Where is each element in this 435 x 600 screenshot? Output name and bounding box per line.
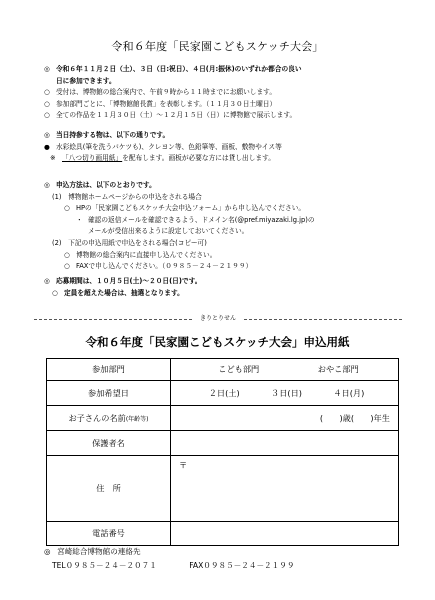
list-item: 受付は、博物館の総合案内で、午前９時から１１時までにお願いします。 [56,88,277,97]
double-circle-mark: ◎ [44,277,50,285]
event-dates-section [44,64,404,122]
division-options-cell[interactable] [171,359,399,381]
double-circle-mark: ◎ [44,181,50,189]
division-option-parent-child[interactable]: おやこ部門 [317,364,359,374]
circle-mark: ○ [44,99,50,108]
circle-mark: ○ [52,288,58,297]
circle-mark: ○ [44,88,50,97]
date-option-4[interactable]: ４日(月) [333,387,365,398]
double-circle-mark: ◎ [44,547,51,556]
contact-title: 宮崎総合博物館の連絡先 [57,547,141,556]
child-name-field[interactable] [171,406,399,431]
list-item: FAXで申し込んでください。（０９８５－２４－２１９９） [76,262,253,271]
division-label: 参加部門 [47,359,171,381]
double-circle-mark: ◎ [44,65,50,73]
contact-title-line [44,546,414,557]
event-dates-lead: 令和６年１１月２日（土）、３日（日:祝日）、４日(月:振休)のいずれか都合の良い [56,65,302,73]
address-label: 住 所 [47,456,171,522]
list-item-cont: メールが受信出来るように設定しておいてください。 [88,227,249,236]
circle-mark: ○ [64,204,70,213]
date-label: 参加希望日 [47,381,171,406]
contact-tel: TEL０９８５－２４－２０７１ [52,561,157,570]
dot-mark: ・ [76,215,83,224]
list-item: 水彩絵具(筆を洗うバケツも)、クレヨン等、色鉛筆等、画板、敷物やイス等 [56,142,282,151]
address-field[interactable] [171,456,399,522]
circle-mark: ○ [64,250,70,259]
items-to-bring-lead: 当日持参する物は、以下の通りです。 [56,131,170,139]
date-option-3[interactable]: ３日(日) [271,387,302,398]
list-item: 確認の返信メールを確認できるよう、ドメイン名(@pref.miyazaki.lg.jp)の [88,215,315,224]
phone-row [47,522,399,546]
circle-mark: ○ [64,262,70,271]
cut-line [34,314,402,324]
guardian-row [47,431,399,456]
event-dates-lead-cont: 日に参加できます。 [56,76,116,85]
note-mark: ※ [50,154,56,163]
double-circle-mark: ◎ [44,131,50,139]
cut-line-label: きりとりせん [194,314,242,324]
child-name-label-sub: (年齢等) [125,415,149,423]
application-period-section [44,276,404,299]
application-period-lead: 応募期間は、１０月５日(土)～２０日(日)です。 [56,277,202,285]
application-method-lead: 申込方法は、以下のとおりです。 [56,181,156,189]
age-grade-text: ( )歳( )年生 [319,412,390,423]
child-name-label [47,406,171,431]
contact-numbers-line [52,560,422,571]
page-title: 令和６年度「民家園こどもスケッチ大会」 [111,40,324,53]
date-row [47,381,399,406]
application-form-table [46,358,399,546]
child-row [47,406,399,431]
child-name-label-main: お子さんの名前 [68,412,126,423]
guardian-name-field[interactable] [171,431,399,456]
phone-label: 電話番号 [47,522,171,546]
form-title: 令和６年度「民家園こどもスケッチ大会」申込用紙 [85,335,350,349]
application-method-section [44,180,404,273]
contact-fax: FAX０９８５－２４－２１９９ [189,561,295,570]
list-item: HPの「民家園こどもスケッチ大会申込フォーム」から申し込んでください。 [76,204,306,213]
address-row [47,456,399,522]
postal-mark: 〒 [179,460,188,470]
method-paper-heading: (2) 下記の申込用紙で申込をされる場合(コピー可) [52,238,207,247]
division-option-child[interactable]: こども部門 [218,364,260,374]
list-item: 博物館の総合案内に直接申し込んでください。 [76,250,217,259]
lottery-note: 定員を超えた場合は、抽選となります。 [64,288,184,297]
date-options-cell[interactable] [171,381,399,406]
bullet-mark: ● [44,142,50,151]
date-option-2[interactable]: ２日(土) [208,387,240,398]
method-web-heading: (1) 博物館ホームページからの申込をされる場合 [52,192,202,201]
items-to-bring-section [44,130,404,165]
guardian-label: 保護者名 [47,431,171,456]
circle-mark: ○ [44,111,50,120]
list-item: 全ての作品を１１月３０日（土）〜１２月１５日（日）に博物館で展示します。 [56,111,297,120]
phone-field[interactable] [171,522,399,546]
list-item: 参加部門ごとに、「博物館館長賞」を表彰します。（１１月３０日土曜日） [56,99,277,108]
division-row [47,359,399,381]
paper-note-text: を配布します。画板が必要な方には貸し出します。 [122,154,275,163]
paper-note-highlight: 「八つ切り画用紙」 [62,154,123,163]
